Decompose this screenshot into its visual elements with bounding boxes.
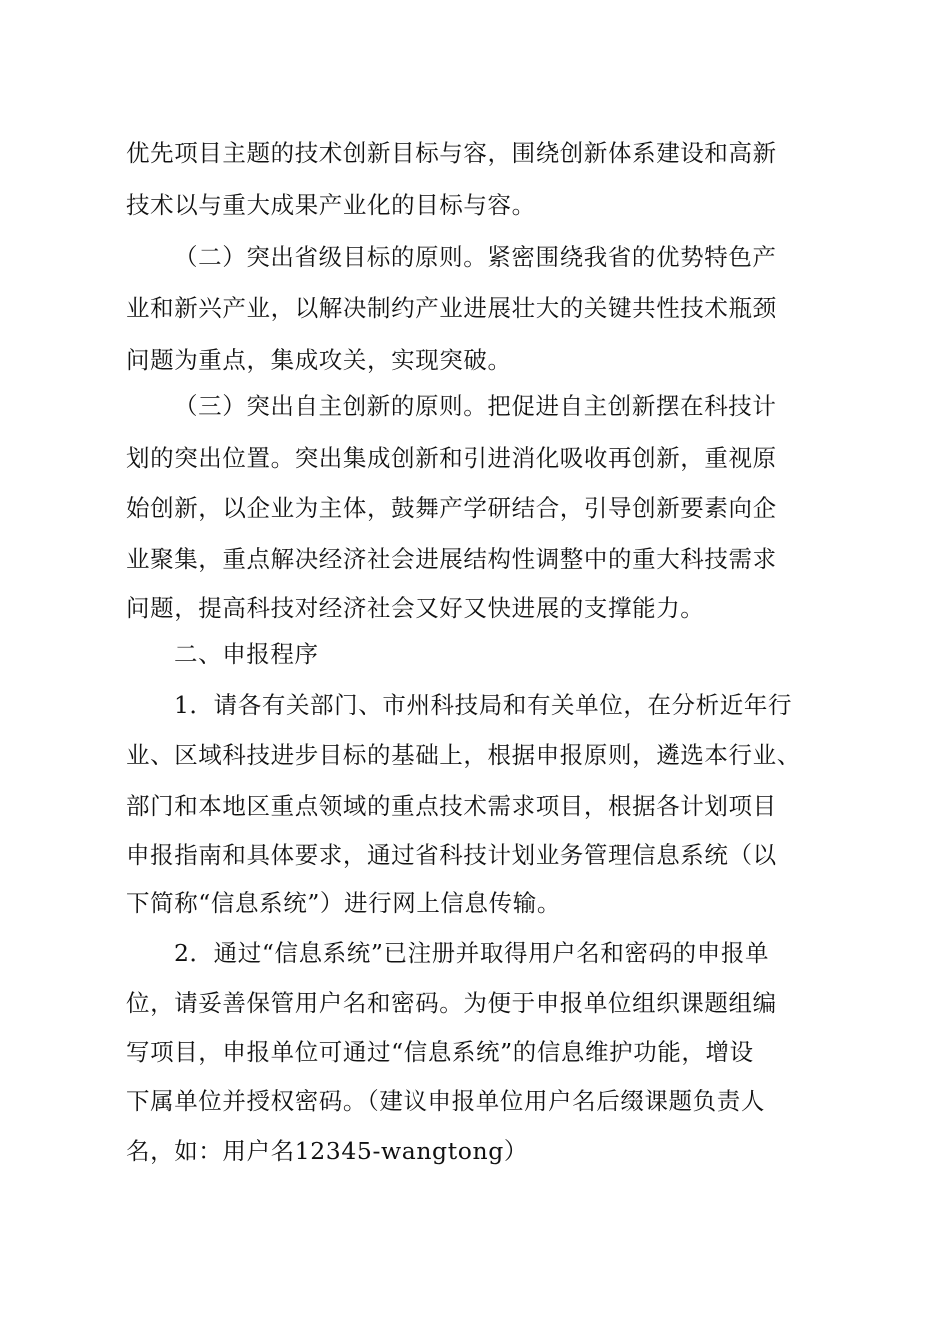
text-line-21: 名，如：用户名12345-wangtong） xyxy=(126,1137,528,1165)
text-line-2: 技术以与重大成果产业化的目标与容。 xyxy=(126,191,536,219)
text-line-1: 优先项目主题的技术创新目标与容，围绕创新体系建设和高新 xyxy=(126,139,777,167)
text-line-4: 业和新兴产业，以解决制约产业进展壮大的关键共性技术瓶颈 xyxy=(126,294,777,322)
text-line-20: 下属单位并授权密码。（建议申报单位用户名后缀课题负责人 xyxy=(126,1087,765,1115)
text-line-3: （二）突出省级目标的原则。紧密围绕我省的优势特色产 xyxy=(174,243,777,271)
text-line-6: （三）突出自主创新的原则。把促进自主创新摆在科技计 xyxy=(174,392,777,420)
text-line-19: 写项目，申报单位可通过“信息系统”的信息维护功能，增设 xyxy=(126,1038,754,1066)
text-line-7: 划的突出位置。突出集成创新和引进消化吸收再创新，重视原 xyxy=(126,444,777,472)
text-line-17: 2．通过“信息系统”已注册并取得用户名和密码的申报单 xyxy=(174,939,770,967)
text-line-14: 部门和本地区重点领域的重点技术需求项目，根据各计划项目 xyxy=(126,792,777,820)
text-line-13: 业、区域科技进步目标的基础上，根据申报原则，遴选本行业、 xyxy=(126,741,801,769)
text-line-12: 1．请各有关部门、市州科技局和有关单位，在分析近年行 xyxy=(174,691,793,719)
text-line-9: 业聚集，重点解决经济社会进展结构性调整中的重大科技需求 xyxy=(126,545,777,573)
text-line-15: 申报指南和具体要求，通过省科技计划业务管理信息系统（以 xyxy=(126,841,777,869)
text-line-8: 始创新，以企业为主体，鼓舞产学研结合，引导创新要素向企 xyxy=(126,494,777,522)
text-line-5: 问题为重点，集成攻关，实现突破。 xyxy=(126,346,512,374)
text-line-11: 二、申报程序 xyxy=(174,640,319,668)
text-line-10: 问题，提高科技对经济社会又好又快进展的支撑能力。 xyxy=(126,594,705,622)
text-line-16: 下简称“信息系统”）进行网上信息传输。 xyxy=(126,889,561,917)
text-line-18: 位，请妥善保管用户名和密码。为便于申报单位组织课题组编 xyxy=(126,989,777,1017)
